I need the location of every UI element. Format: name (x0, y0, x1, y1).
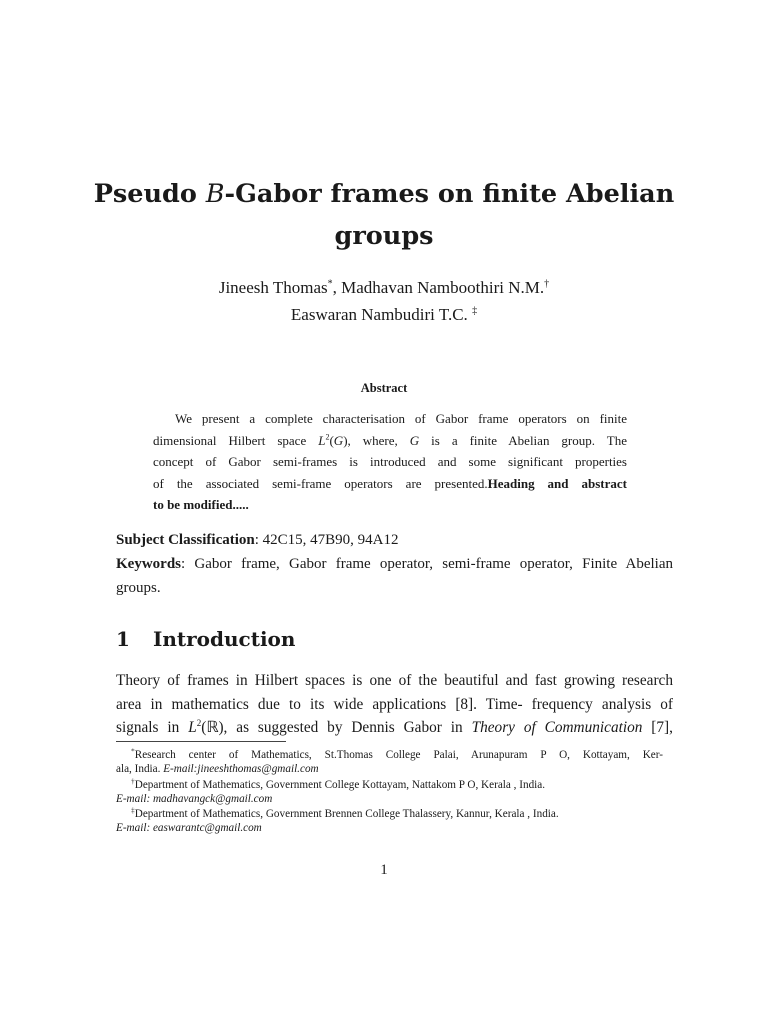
abstract-line: dimensional Hilbert space $L^2(G)$, where, G is a finite Abelian group. The (153, 432, 627, 448)
author-name: , Madhavan Namboothiri N.M. (332, 278, 545, 297)
keywords-continued: groups. (116, 580, 161, 596)
affiliation-mark: ‡ (472, 305, 478, 317)
section-title: Introduction (153, 627, 296, 651)
body-text-line: signals in $L^2(ℝ)$, as suggested by Dennis Gabor in Theory of Communication [7], (116, 717, 673, 736)
section-number: 1 (116, 627, 130, 651)
affiliation-mark: * (327, 278, 333, 290)
affiliation-mark: † (544, 278, 550, 290)
footnote-rule (116, 741, 286, 742)
section-heading (116, 629, 295, 649)
author-name: Easwaran Nambudiri T.C. (290, 305, 473, 324)
paper-title-line-2: groups (334, 221, 434, 251)
paper-title (84, 179, 684, 209)
title-math-b: B (205, 179, 225, 209)
footnote-line: *Research center of Mathematics, St.Thomas College Palai, Arunapuram P O, Kottayam, Ker- (131, 746, 663, 761)
abstract-line: concept of Gabor semi-frames is introduced and some significant properties (153, 454, 627, 469)
keywords: Keywords: Gabor frame, Gabor frame operator, semi-frame operator, Finite Abelian (116, 556, 673, 572)
abstract-line: We present a complete characterisation of Gabor frame operators on finite (175, 411, 627, 426)
abstract-heading: Abstract (360, 381, 408, 395)
title-text: Pseudo (93, 179, 206, 209)
abstract-line: to be modified..... (153, 497, 249, 512)
body-text-line: Theory of frames in Hilbert spaces is one of the beautiful and fast growing research (116, 672, 673, 689)
author-line (84, 306, 684, 323)
footnote-line: †Department of Mathematics, Government College Kottayam, Nattakom P O, Kerala , India. (131, 776, 546, 791)
footnote-line: ‡Department of Mathematics, Government Brennen College Thalassery, Kannur, Kerala , India. (131, 805, 559, 820)
author-line (84, 279, 684, 296)
footnote-line: ala, India. E-mail:jineeshthomas@gmail.com (116, 763, 319, 775)
page-number: 1 (380, 862, 388, 878)
subject-classification: Subject Classification: 42C15, 47B90, 94A12 (116, 532, 399, 548)
footnote-line: E-mail: easwarantc@gmail.com (116, 822, 262, 834)
abstract-line: of the associated semi-frame operators are presented.Heading and abstract (153, 476, 628, 491)
footnote-line: E-mail: madhavangck@gmail.com (116, 793, 273, 805)
title-text: -Gabor frames on finite Abelian (224, 179, 675, 209)
author-name: Jineesh Thomas (218, 278, 328, 297)
body-text-line: area in mathematics due to its wide applications [8]. Time- frequency analysis of (116, 696, 673, 713)
